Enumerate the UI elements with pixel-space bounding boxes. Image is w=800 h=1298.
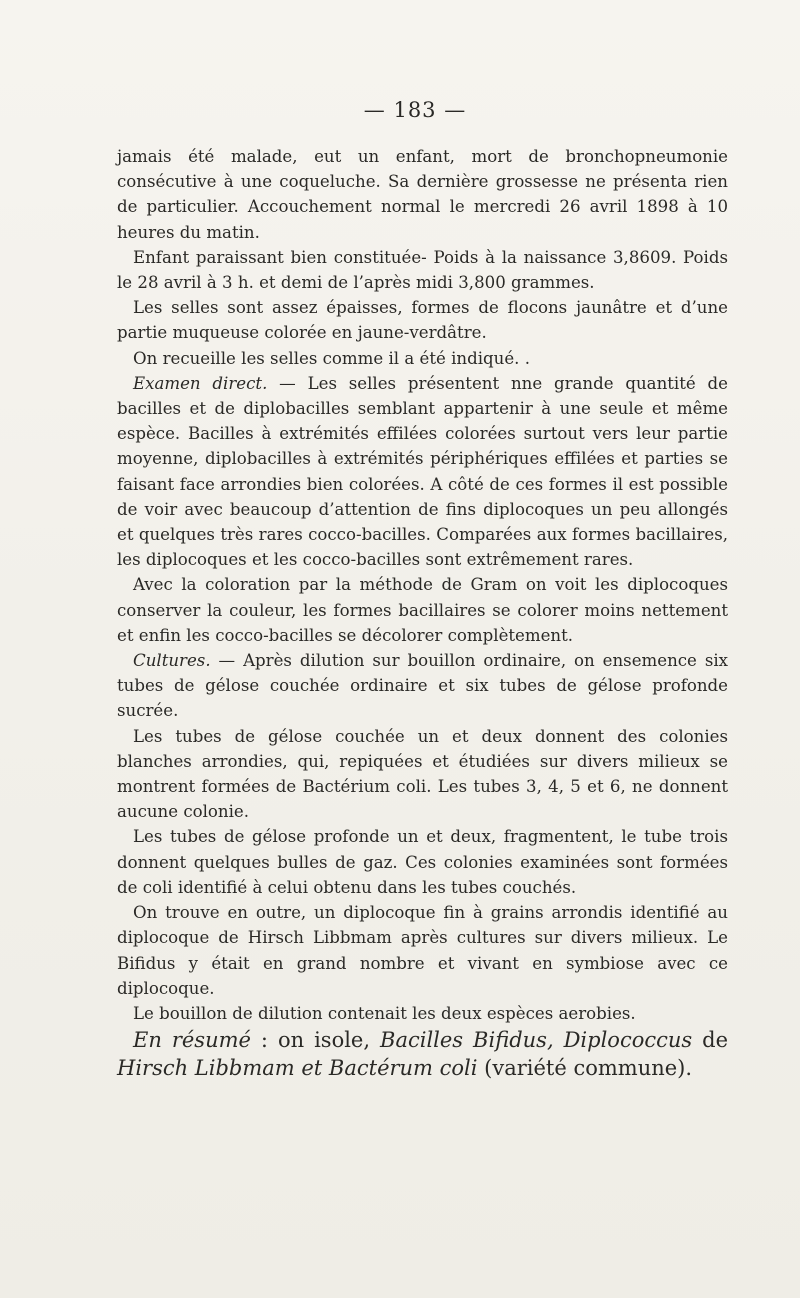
cultures-title: Cultures.: [133, 651, 211, 671]
summary-sep: : on isole,: [250, 1028, 381, 1053]
page-number: — 183 —: [363, 98, 467, 122]
summary-lead: En résumé: [133, 1028, 251, 1053]
paragraph: On trouve en outre, un diplocoque fin à grains arrondis identifié au diplocoque de Hirsch Libbmam après cultures sur divers milieux. Le Bifidus y était en grand nombre et vivant en symbiose avec ce diplocoque.: [117, 903, 728, 998]
paragraph: Les tubes de gélose couchée un et deux donnent des colonies blanches arrondies, qui, repiquées et étudiées sur divers milieux se montrent formées de Bactérium coli. Les tubes 3, 4, 5 et 6, ne donnent aucune colonie.: [117, 726, 728, 822]
summary-organisms2: Hirsch Libbmam et Bactérum coli: [117, 1056, 478, 1081]
summary-organisms: Bacilles Bifidus, Diplococcus: [380, 1028, 693, 1053]
cultures-text: — Après dilution sur bouillon ordinaire, on ensemence six tubes de gélose couchée ordinaire et six tubes de gélose profonde sucrée.: [117, 651, 728, 721]
paragraph: jamais été malade, eut un enfant, mort de bronchopneumonie consécutive à une coqueluche. Sa dernière grossesse ne présenta rien de particulier. Accouchement normal le mercredi 26 avril 1898 à 10 heures du matin.: [117, 147, 728, 242]
paragraph: Les selles sont assez épaisses, formes de flocons jaunâtre et d’une partie muqueuse colorée en jaune-verdâtre.: [117, 298, 728, 343]
body-text: [117, 144, 728, 1082]
paragraph: Le bouillon de dilution contenait les deux espèces aerobies.: [133, 1003, 636, 1023]
paragraph: Avec la coloration par la méthode de Gram on voit les diplocoques conserver la couleur, les formes bacillaires se colorer moins nettement et enfin les cocco-bacilles se décolorer complètement.: [117, 575, 728, 645]
paragraph: Enfant paraissant bien constituée- Poids à la naissance 3,8609. Poids le 28 avril à 3 h. et demi de l’après midi 3,800 grammes.: [117, 247, 728, 293]
summary-de: de: [692, 1028, 729, 1053]
examen-title: Examen direct.: [133, 373, 268, 393]
paragraph-examen: [117, 371, 728, 573]
paragraph-cultures: [117, 648, 728, 724]
paragraph: On recueille les selles comme il a été indiqué. .: [133, 348, 530, 368]
summary-tail: (variété commune).: [477, 1056, 693, 1081]
summary: [117, 1026, 728, 1082]
examen-text: — Les selles présentent nne grande quantité de bacilles et de diplobacilles semblant appartenir à une seule et même espèce. Bacilles à extrémités effilées colorées surtout vers leur partie moyenne, diplobacilles à extrémités périphériques effilées et parties se faisant face arrondies bien colorées. A côté de ces formes il est possible de voir avec beaucoup d’attention de fins diplocoques un peu allongés et quelques très rares cocco-bacilles. Comparées aux formes bacillaires, les diplocoques et les cocco-bacilles sont extrêmement rares.: [117, 373, 728, 570]
paragraph: Les tubes de gélose profonde un et deux, fragmentent, le tube trois donnent quelques bulles de gaz. Ces colonies examinées sont formées de coli identifié à celui obtenu dans les tubes couchés.: [117, 827, 728, 897]
